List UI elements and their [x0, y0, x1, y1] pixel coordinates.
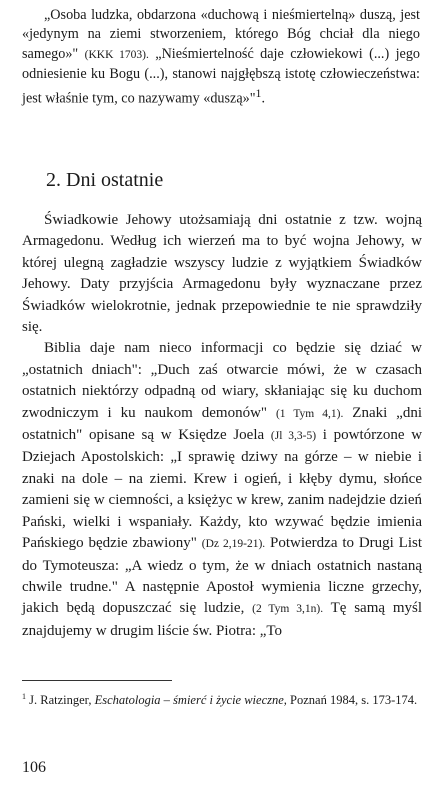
- para2-text-1: Biblia daje nam nieco informacji co będzie się dziać w „ostatnich dniach": „Duch zaś otwarcie mówi, że w czasach ostatnich niektórzy odpadną od wiary, skłaniając się ku duchom zwodniczym i ku naukom demonów": [22, 340, 422, 421]
- paragraph-2: [22, 338, 422, 642]
- footnote: [22, 688, 420, 709]
- para2-ref-4: (2 Tym 3,1n).: [252, 603, 324, 616]
- body-text: [22, 210, 422, 642]
- quote-end: .: [261, 90, 265, 107]
- footnote-reference: 1: [255, 86, 262, 101]
- paragraph-1: Świadkowie Jehowy utożsamiają dni ostatnie z tzw. wojną Armagedonu. Według ich wierzeń ma to być wojna Jehowy, w której ulegną zagładzie wszyscy ludzie z wyjątkiem Świadków Jehowy. Daty przyjścia Armagedonu były wyznaczane przez Świadków wielokrotnie, jednak przepowiednie te nie sprawdziły się.: [22, 212, 422, 336]
- footnote-author: J. Ratzinger,: [29, 693, 92, 708]
- section-heading: 2. Dni ostatnie: [46, 169, 164, 191]
- para2-text-5: Tę samą myśl znajdujemy w drugim liście św. Piotra: „To: [22, 600, 423, 639]
- para2-ref-2: (Jl 3,3-5): [270, 430, 317, 443]
- para2-text-3: i powtórzone w Dziejach Apostolskich: „I sprawię dziwy na górze – w niebie i znaki na dole – na ziemi. Krew i ogień, i kłęby dymu, słońce zamieni się w ciemności, a księżyc w krew, zanim nadejdzie dzień Pański, wielki i wspaniały. Każdy, kto wzywać będzie imienia Pańskiego będzie zbawiony": [22, 427, 423, 552]
- page-number: 106: [22, 759, 46, 776]
- quote-ref-kkk: (KKK 1703).: [84, 48, 149, 61]
- para2-text-2: Znaki „dni ostatnich" opisane są w Księdze Joela: [22, 404, 422, 444]
- footnote-title: Eschatologia – śmierć i życie wieczne,: [94, 693, 287, 708]
- para2-ref-1: (1 Tym 4,1).: [275, 407, 344, 420]
- para2-ref-3: (Dz 2,19-21).: [201, 538, 266, 551]
- quote-text-a: „Osoba ludzka, obdarzona «duchową i nieśmiertelną» duszą, jest «jedynym na ziemi stworzeniem, którego Bóg chciał dla niego samego»": [22, 7, 420, 62]
- footnote-mark: 1: [22, 692, 26, 701]
- quote-block: [22, 6, 420, 109]
- footnote-rest: Poznań 1984, s. 173-174.: [290, 693, 418, 708]
- quote-text-b: „Nieśmiertelność daje człowiekowi (...) jego odniesienie ku Bogu (...), stanowi najgłębszą istotę człowieczeństwa: jest właśnie tym, co nazywamy «duszą»": [22, 45, 421, 107]
- para2-text-4: Potwierdza to Drugi List do Tymoteusza: „A wiedz o tym, że w dniach ostatnich nastaną chwile trudne." A następnie Apostoł wymienia liczne grzechy, jakich będą dopuszczać się ludzie,: [22, 535, 423, 617]
- footnote-divider: [22, 680, 172, 681]
